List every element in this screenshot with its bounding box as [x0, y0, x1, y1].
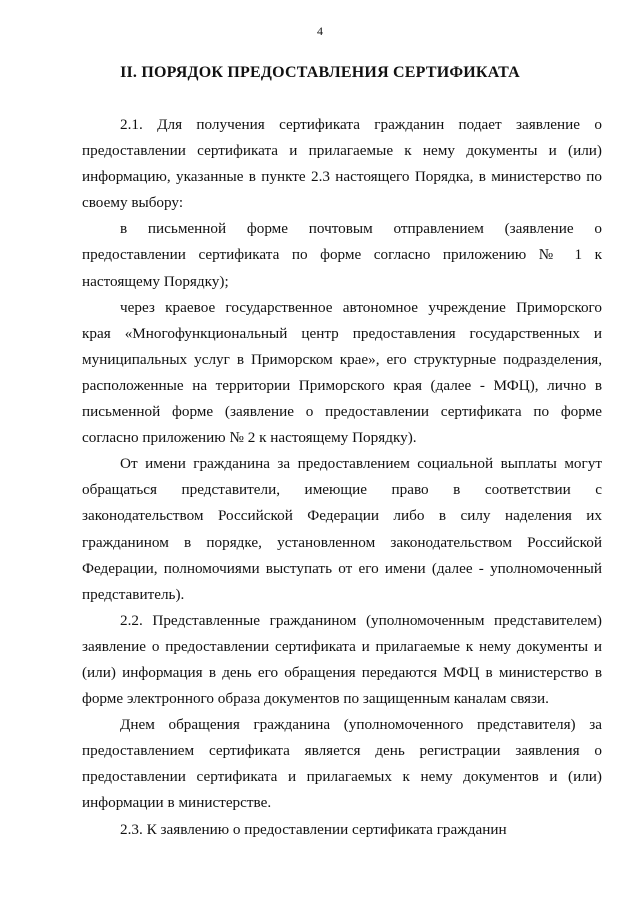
paragraph-2-1: 2.1. Для получения сертификата гражданин подает заявление о предоставлении сертификата и прилагаемые к нему документы и (или) информацию, указанные в пункте 2.3 настоящего Порядка, в министерство по своему выбору:	[82, 116, 602, 212]
document-body	[82, 112, 602, 843]
paragraph-application-day: Днем обращения гражданина (уполномоченного представителя) за предоставлением сертификата является день регистрации заявления о предоставлении сертификата и прилагаемых к нему документов и (или) информации в министерстве.	[82, 716, 602, 812]
paragraph-2-3: 2.3. К заявлению о предоставлении сертификата гражданин	[120, 820, 507, 838]
paragraph-2-2: 2.2. Представленные гражданином (уполномоченным представителем) заявление о предоставлении сертификата и прилагаемые к нему документы и (или) информация в день его обращения передаются МФЦ в министерство в форме электронного образа документов по защищенным каналам связи.	[82, 611, 602, 708]
paragraph-mail-option: в письменной форме почтовым отправлением (заявление о предоставлении сертификата по форме согласно приложению № 1 к настоящему Порядку);	[82, 220, 602, 290]
section-title: II. ПОРЯДОК ПРЕДОСТАВЛЕНИЯ СЕРТИФИКАТА	[120, 64, 520, 81]
paragraph-mfc-option: через краевое государственное автономное учреждение Приморского края «Многофункциональный центр предоставления государственных и муниципальных услуг в Приморском крае», его структурные подразделения, расположенные на территории Приморского края (далее - МФЦ), лично в письменной форме (заявление о предоставлении сертификата по форме согласно приложению № 2 к настоящему Порядку).	[82, 298, 602, 447]
paragraph-representative: От имени гражданина за предоставлением социальной выплаты могут обращаться представители, имеющие право в соответствии с законодательством Российской Федерации либо в силу наделения их гражданином в порядке, установленном законодательством Российской Федерации, полномочиями выступать от его имени (далее - уполномоченный представитель).	[82, 455, 602, 603]
page-number: 4	[317, 24, 323, 38]
